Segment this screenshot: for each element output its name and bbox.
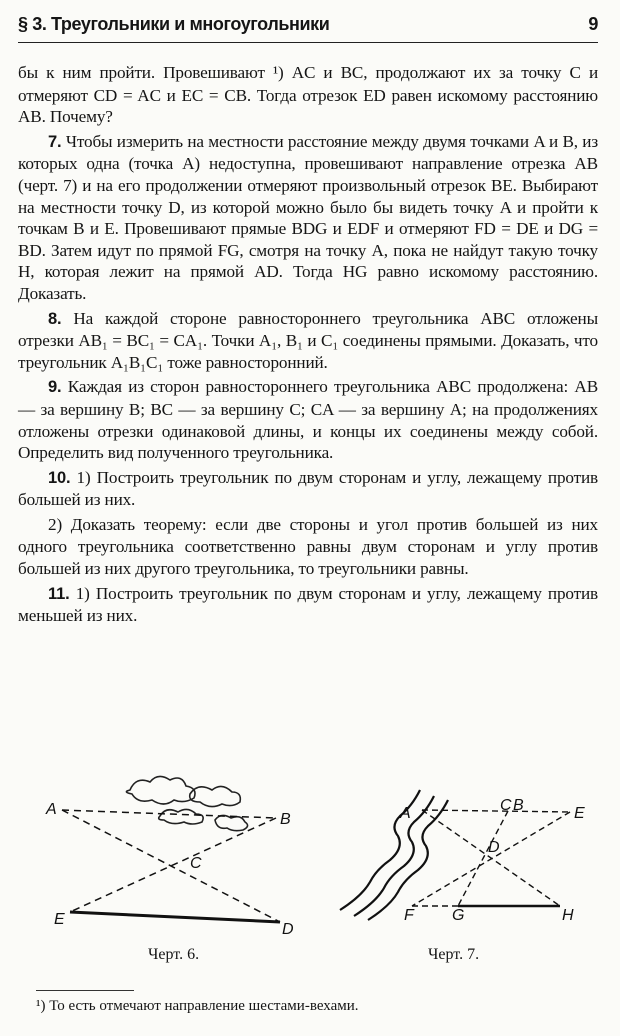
problem-9 <box>18 376 598 463</box>
point-E-label: E <box>574 805 585 822</box>
point-H-label: H <box>562 907 574 924</box>
figure-6-caption: Черт. 6. <box>148 946 200 963</box>
point-B-label: B <box>513 797 524 814</box>
figure-7-lines <box>412 810 570 906</box>
problem-number: 11. <box>48 584 70 603</box>
figure-6-diagram <box>40 772 310 942</box>
problem-text: 1) Построить треугольник по двум сторонам и углу, лежащему против большей из них. <box>18 467 598 510</box>
problem-number: 8. <box>48 309 62 328</box>
problem-text: 2) Доказать теорему: если две стороны и угол против большей из них одного треугольника соответственно равны двум сторонам и углу против большей из них другого треугольника, то треугольники равны. <box>18 514 598 579</box>
problem-10 <box>18 467 598 511</box>
point-A-label: A <box>46 801 57 818</box>
problem-number: 7. <box>48 132 62 151</box>
point-C-label: C <box>190 855 202 872</box>
problem-number: 9. <box>48 378 62 397</box>
river-decoration <box>340 790 448 920</box>
problem-11 <box>18 583 598 627</box>
point-D-label: D <box>488 839 500 856</box>
page-number: 9 <box>588 14 598 34</box>
footnote: ¹) То есть отмечают направление шестами-вехами. <box>36 998 359 1014</box>
section-title: § 3. Треугольники и многоугольники <box>18 14 330 34</box>
point-D-label: D <box>282 921 294 938</box>
point-F-label: F <box>404 907 414 924</box>
point-B-label: B <box>280 811 291 828</box>
point-E-label: E <box>54 911 65 928</box>
problem-8 <box>18 308 598 374</box>
figure-7-diagram <box>330 772 600 942</box>
point-G-label: G <box>452 907 465 924</box>
point-A-label: A <box>400 805 411 822</box>
problem-7 <box>18 131 598 305</box>
figure-7-caption: Черт. 7. <box>428 946 480 963</box>
problem-text: На каждой стороне равностороннего треугольника ABC отложены отрезки AB₁ = BC₁ = CA₁. Точки A₁, B₁ и C₁ соединены прямыми. Доказать, что треугольник A₁B₁C₁ тоже равносторонний. <box>18 308 598 372</box>
problem-text: Чтобы измерить на местности расстояние между двумя точками A и B, из которых одна (точка A) недоступна, провешивают направление отрезка AB (черт. 7) и на его продолжении отмеряют произвольный отрезок BE. Выбирают на местности точку D, из которой можно было бы видеть точку A и пройти к точкам B и E. Провешивают прямые BDG и EDF и отмеряют FD = DE и DG = BD. Затем идут по прямой FG, смотря на точку A, пока не найдут такую точку H, которая лежит на прямой AD. Тогда HG равно искомому расстоянию. Доказать. <box>18 131 598 303</box>
page-header <box>18 8 598 43</box>
clouds-decoration <box>126 776 247 830</box>
page-body <box>18 62 598 630</box>
paragraph-continuation: бы к ним пройти. Провешивают ¹) AC и BC, продолжают их за точку C и отмеряют CD = AC и EC = CB. Тогда отрезок ED равен искомому расстоянию AB. Почему? <box>18 63 598 127</box>
problem-number: 10. <box>48 468 71 487</box>
problem-text: 1) Построить треугольник по двум сторонам и углу, лежащему против меньшей из них. <box>18 583 598 626</box>
problem-text: Каждая из сторон равностороннего треугольника ABC продолжена: AB — за вершину B; BC — за вершину C; CA — за вершину A; на продолжениях отложены отрезки одинаковой длины, и концы их соединены между собой. Определить вид полученного треугольника. <box>18 377 599 463</box>
problem-10-part-2 <box>18 514 598 580</box>
footnote-divider <box>36 990 134 991</box>
point-C-label: C <box>500 797 512 814</box>
